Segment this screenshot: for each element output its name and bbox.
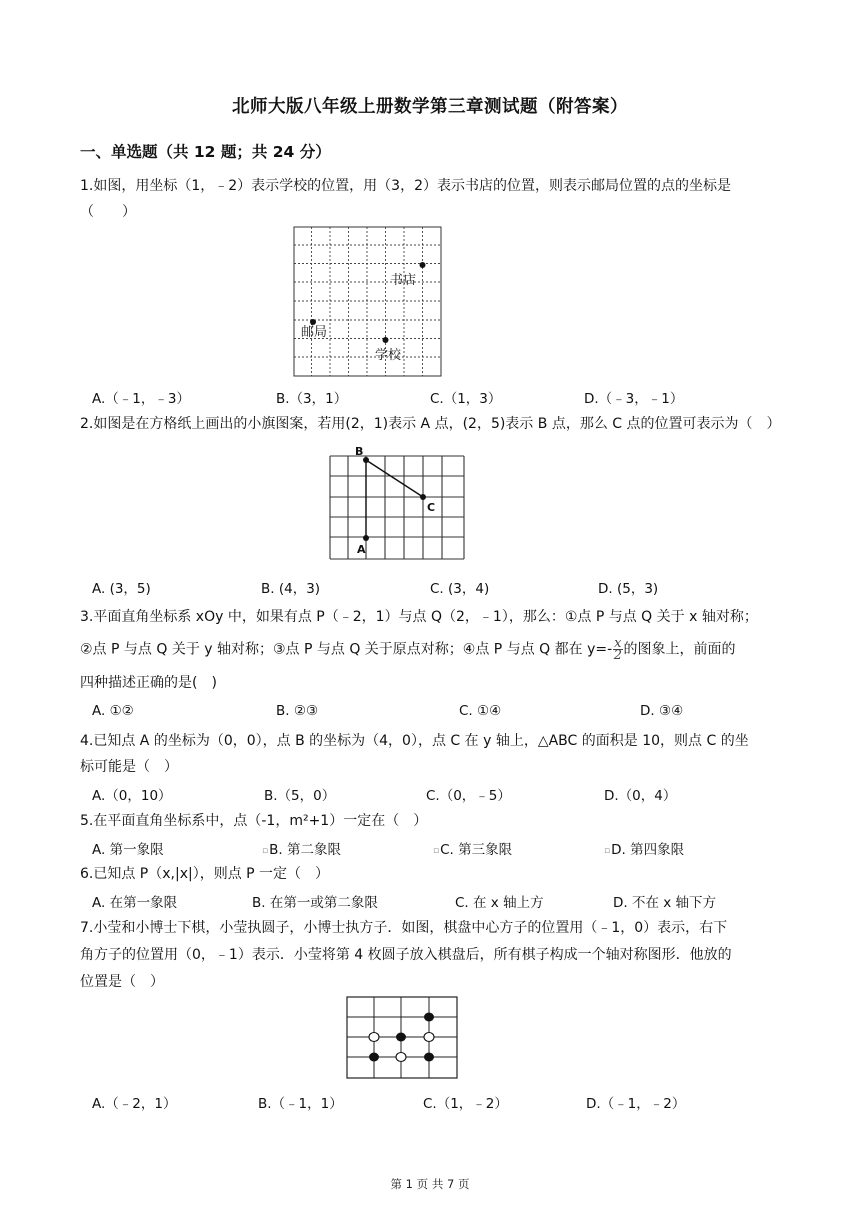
section-heading: 一、单选题（共 12 题；共 24 分） <box>80 143 331 161</box>
question-3-line1: 3.平面直角坐标系 xOy 中，如果有点 P（﹣2，1）与点 Q（2，﹣1），那么：①点 P 与点 Q 关于 x 轴对称； <box>80 609 758 625</box>
q4-option-b: B.（5，0） <box>264 788 336 804</box>
fraction-x-over-2: $\frac{x}{2}$ <box>613 636 622 663</box>
point-b <box>363 457 369 463</box>
page-footer: 第 1 页 共 7 页 <box>390 1177 470 1191</box>
school-label: 学校 <box>375 348 402 363</box>
question-2-text: 2.如图是在方格纸上画出的小旗图案，若用(2，1)表示 A 点，(2，5)表示 B 点，那么 C 点的位置可表示为（ ） <box>80 416 781 432</box>
round-piece <box>424 1033 434 1042</box>
label-c: C <box>427 501 436 514</box>
question-1-line1: 1.如图，用坐标（1，﹣2）表示学校的位置，用（3，2）表示书店的位置，则表示邮局位置的点的坐标是 <box>80 178 731 194</box>
q2-option-d: D. (5，3) <box>598 581 659 597</box>
q6-option-b: B. 在第一或第二象限 <box>252 895 378 911</box>
question-7-line1: 7.小莹和小博士下棋，小莹执圆子，小博士执方子．如图，棋盘中心方子的位置用（﹣1，0）表示，右下 <box>80 920 728 936</box>
question-7-line2: 角方子的位置用（0，﹣1）表示．小莹将第 4 枚圆子放入棋盘后，所有棋子构成一个轴对称图形．他放的 <box>80 947 732 963</box>
q5-option-a: A. 第一象限 <box>92 842 164 858</box>
post-office-label: 邮局 <box>301 325 328 340</box>
square-piece <box>369 1053 379 1062</box>
question-6-text: 6.已知点 P（x,|x|），则点 P 一定（ ） <box>80 866 330 882</box>
square-piece <box>424 1013 434 1022</box>
label-a: A <box>357 543 366 556</box>
q3-option-c: C. ①④ <box>459 703 502 719</box>
q3-option-b: B. ②③ <box>276 703 319 719</box>
q3-option-d: D. ③④ <box>640 703 684 719</box>
bookstore-label: 书店 <box>390 273 417 288</box>
q6-option-d: D. 不在 x 轴下方 <box>613 895 717 911</box>
q1-grid-figure <box>293 226 443 378</box>
q2-option-b: B. (4，3) <box>261 581 321 597</box>
question-3-line3: 四种描述正确的是( ) <box>80 675 217 691</box>
q2-flag-figure <box>326 440 468 564</box>
question-7-line3: 位置是（ ） <box>80 974 164 990</box>
q7-option-b: B.（﹣1，1） <box>258 1096 343 1112</box>
q7-option-a: A.（﹣2，1） <box>92 1096 177 1112</box>
square-piece <box>396 1033 406 1042</box>
q5-option-d: ▫D. 第四象限 <box>604 842 685 858</box>
question-3-line2-tail: 的图象上，前面的 <box>623 641 736 658</box>
q4-option-d: D.（0，4） <box>604 788 677 804</box>
q5-option-b: ▫B. 第二象限 <box>262 842 341 858</box>
point-c <box>420 494 426 500</box>
question-4-line2: 标可能是（ ） <box>80 759 178 775</box>
school-point <box>383 337 389 343</box>
label-b: B <box>355 445 364 458</box>
square-piece <box>424 1053 434 1062</box>
q5-option-c: ▫C. 第三象限 <box>433 842 513 858</box>
page-title: 北师大版八年级上册数学第三章测试题（附答案） <box>232 97 628 117</box>
q4-option-c: C.（0，﹣5） <box>426 788 511 804</box>
q1-option-c: C.（1，3） <box>430 391 502 407</box>
round-piece <box>396 1053 406 1062</box>
q1-option-b: B.（3，1） <box>276 391 348 407</box>
q3-option-a: A. ①② <box>92 703 134 719</box>
q7-option-c: C.（1，﹣2） <box>423 1096 508 1112</box>
q6-option-a: A. 在第一象限 <box>92 895 178 911</box>
q1-option-a: A.（﹣1，﹣3） <box>92 391 190 407</box>
question-3-line2 <box>80 638 800 661</box>
q7-option-d: D.（﹣1，﹣2） <box>586 1096 686 1112</box>
q4-option-a: A.（0，10） <box>92 788 172 804</box>
question-1-line2: （ ） <box>80 204 136 220</box>
point-a <box>363 535 369 541</box>
q1-option-d: D.（﹣3，﹣1） <box>584 391 684 407</box>
question-4-line1: 4.已知点 A 的坐标为（0，0），点 B 的坐标为（4，0），点 C 在 y 轴上，△ABC 的面积是 10，则点 C 的坐 <box>80 733 749 749</box>
q6-option-c: C. 在 x 轴上方 <box>455 895 544 911</box>
question-3-line2-text: ②点 P 与点 Q 关于 y 轴对称；③点 P 与点 Q 关于原点对称；④点 P 与点 Q 都在 y=- <box>80 641 613 658</box>
question-5-text: 5.在平面直角坐标系中，点（-1，m²+1）一定在（ ） <box>80 813 428 829</box>
bookstore-point <box>420 262 426 268</box>
round-piece <box>369 1033 379 1042</box>
q2-option-a: A. (3，5) <box>92 581 151 597</box>
q7-chessboard-figure <box>346 996 458 1080</box>
q2-option-c: C. (3，4) <box>430 581 490 597</box>
